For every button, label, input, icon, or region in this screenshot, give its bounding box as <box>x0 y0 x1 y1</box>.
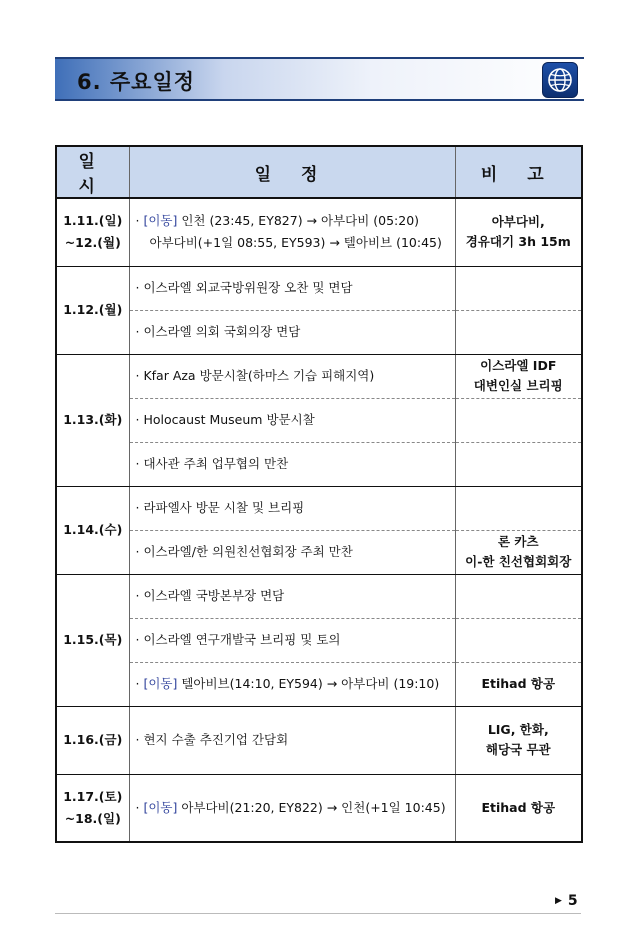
schedule-text: 텔아비브(14:10, EY594) → 아부다비 (19:10) <box>177 676 440 691</box>
remarks-text: 론 카츠 <box>497 534 539 549</box>
move-tag: [이동] <box>143 676 178 691</box>
date-text: 1.17.(토) <box>63 788 123 804</box>
table-row <box>56 398 582 442</box>
schedule-text: 이스라엘/한 의원친선협회장 주최 만찬 <box>143 544 353 559</box>
table-row <box>56 530 582 574</box>
bullet: · <box>135 588 144 603</box>
schedule-line <box>136 277 455 299</box>
table-row <box>56 310 582 354</box>
schedule-cell <box>129 442 455 486</box>
schedule-text: 대사관 주최 업무협의 만찬 <box>143 456 289 471</box>
schedule-body <box>56 198 582 842</box>
schedule-text: 이스라엘 연구개발국 브리핑 및 토의 <box>143 632 341 647</box>
remarks-cell <box>455 442 582 486</box>
remarks-text: LIG, 한화, <box>487 722 549 737</box>
bullet: · <box>135 368 144 383</box>
remarks-text: 이스라엘 IDF <box>480 358 557 373</box>
schedule-line <box>136 797 455 819</box>
table-row <box>56 774 582 842</box>
schedule-cell <box>129 618 455 662</box>
date-text: 1.11.(일) <box>63 213 123 229</box>
remarks-cell <box>455 198 582 266</box>
remarks-text: 경유대기 3h 15m <box>465 234 571 250</box>
schedule-line <box>136 629 455 651</box>
remarks-cell <box>455 310 582 354</box>
date-text: 1.16.(금) <box>63 732 123 747</box>
bullet: · <box>135 676 144 691</box>
bullet: · <box>135 544 144 559</box>
table-row <box>56 486 582 530</box>
remarks-text: 아부다비, <box>491 214 545 230</box>
move-tag: [이동] <box>143 799 178 815</box>
bullet: · <box>135 280 144 295</box>
schedule-line <box>136 453 455 475</box>
schedule-line <box>136 729 455 751</box>
bullet: · <box>135 732 144 747</box>
schedule-line <box>136 210 455 232</box>
schedule-cell <box>129 310 455 354</box>
date-text: 1.14.(수) <box>63 522 123 537</box>
table-row <box>56 706 582 774</box>
remarks-cell <box>455 574 582 618</box>
date-text: 1.13.(화) <box>63 412 123 427</box>
remarks-cell <box>455 618 582 662</box>
date-cell <box>56 706 129 774</box>
header-schedule: 일 정 <box>129 146 455 198</box>
schedule-cell <box>129 398 455 442</box>
table-row <box>56 266 582 310</box>
date-cell <box>56 574 129 706</box>
remarks-cell <box>455 530 582 574</box>
date-cell <box>56 266 129 354</box>
section-title-bar <box>55 57 584 101</box>
bullet: · <box>135 500 144 515</box>
table-row <box>56 574 582 618</box>
schedule-text-continued: 아부다비(+1일 08:55, EY593) → 텔아비브 (10:45) <box>149 235 442 251</box>
globe-icon <box>542 62 578 98</box>
table-row <box>56 198 582 266</box>
schedule-cell <box>129 530 455 574</box>
table-row <box>56 442 582 486</box>
schedule-table <box>55 145 583 843</box>
schedule-text: 이스라엘 외교국방위원장 오찬 및 면담 <box>143 280 353 295</box>
schedule-cell <box>129 198 455 266</box>
page-number-value: 5 <box>567 893 578 909</box>
schedule-text: 이스라엘 의회 국회의장 면담 <box>143 324 301 339</box>
date-cell <box>56 198 129 266</box>
schedule-text: 아부다비(21:20, EY822) → 인천(+1일 10:45) <box>177 799 446 815</box>
date-text: ~12.(월) <box>64 235 121 251</box>
schedule-cell <box>129 706 455 774</box>
remarks-cell <box>455 662 582 706</box>
remarks-text: 해당국 무관 <box>485 742 551 757</box>
table-row <box>56 618 582 662</box>
schedule-cell <box>129 774 455 842</box>
page-title: 6. 주요일정 <box>77 70 196 94</box>
schedule-cell <box>129 266 455 310</box>
page-number <box>555 893 578 909</box>
date-cell <box>56 354 129 486</box>
schedule-line <box>136 585 455 607</box>
schedule-line <box>136 409 455 431</box>
remarks-cell <box>455 354 582 398</box>
schedule-line <box>136 673 455 695</box>
header-datetime: 일 시 <box>56 146 129 198</box>
schedule-line <box>136 365 455 387</box>
remarks-text: Etihad 항공 <box>481 799 556 815</box>
bullet: · <box>135 799 144 815</box>
schedule-cell <box>129 662 455 706</box>
header-remarks: 비 고 <box>455 146 582 198</box>
schedule-line <box>136 541 455 563</box>
bullet: · <box>135 213 144 229</box>
remarks-text: 대변인실 브리핑 <box>473 378 563 393</box>
date-cell <box>56 486 129 574</box>
date-cell <box>56 774 129 842</box>
schedule-text: 현지 수출 추진기업 간담회 <box>143 732 289 747</box>
schedule-cell <box>129 486 455 530</box>
footer-divider <box>55 913 581 914</box>
schedule-text: 인천 (23:45, EY827) → 아부다비 (05:20) <box>177 213 420 229</box>
table-row <box>56 354 582 398</box>
remarks-text: Etihad 항공 <box>481 676 556 691</box>
remarks-cell <box>455 774 582 842</box>
schedule-cell <box>129 354 455 398</box>
table-header-row <box>56 146 582 198</box>
remarks-cell <box>455 266 582 310</box>
schedule-text: Holocaust Museum 방문시찰 <box>143 412 315 427</box>
table-row <box>56 662 582 706</box>
schedule-line <box>136 497 455 519</box>
remarks-cell <box>455 486 582 530</box>
schedule-line <box>136 321 455 343</box>
bullet: · <box>135 456 144 471</box>
remarks-cell <box>455 398 582 442</box>
date-text: 1.12.(월) <box>63 302 123 317</box>
schedule-text: Kfar Aza 방문시찰(하마스 기습 피해지역) <box>143 368 375 383</box>
move-tag: [이동] <box>143 213 178 229</box>
date-text: 1.15.(목) <box>63 632 123 647</box>
bullet: · <box>135 632 144 647</box>
bullet: · <box>135 412 144 427</box>
bullet: · <box>135 324 144 339</box>
schedule-cell <box>129 574 455 618</box>
triangle-icon: ▶ <box>555 896 562 906</box>
date-text: ~18.(일) <box>64 810 121 826</box>
remarks-cell <box>455 706 582 774</box>
schedule-text: 이스라엘 국방본부장 면담 <box>143 588 285 603</box>
schedule-text: 라파엘사 방문 시찰 및 브리핑 <box>143 500 305 515</box>
remarks-text: 이-한 친선협회회장 <box>465 554 572 569</box>
